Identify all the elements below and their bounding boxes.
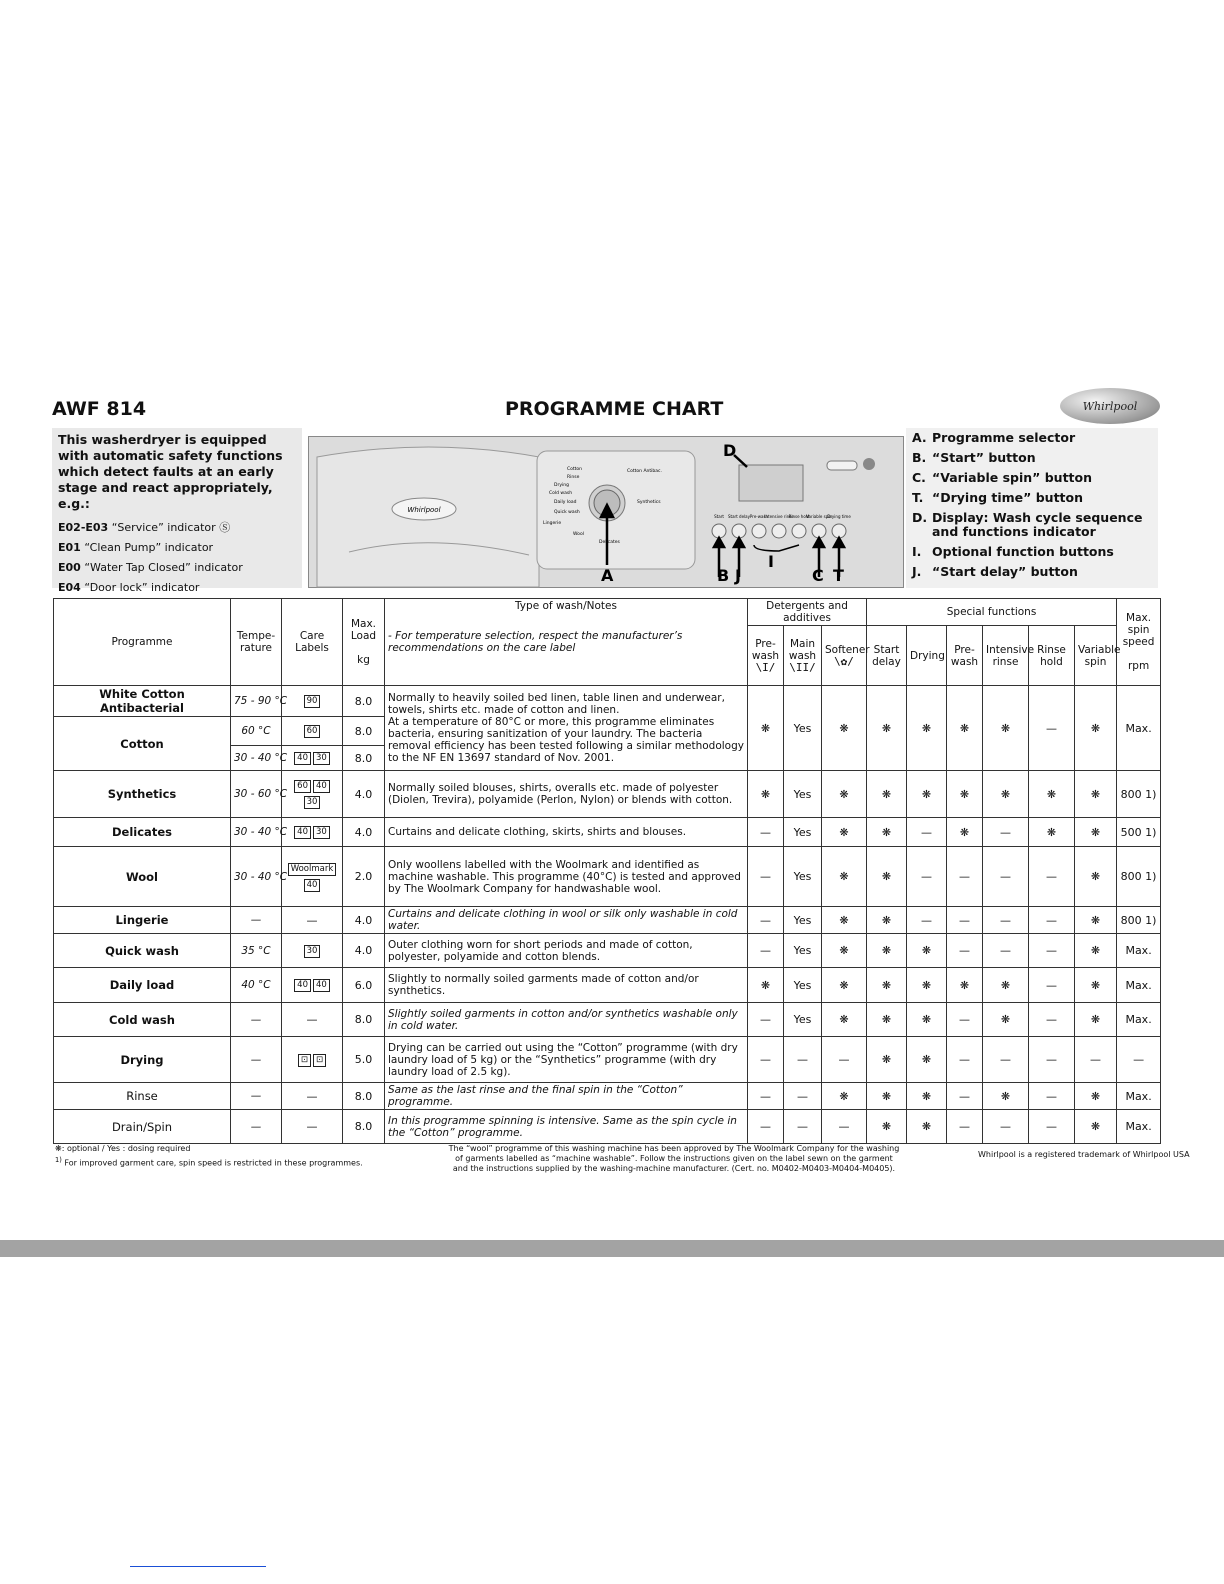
- function-cell: ❋: [867, 907, 907, 934]
- care-label-icon: 60: [304, 725, 321, 738]
- svg-text:Drying time: Drying time: [827, 514, 851, 519]
- legend-item: B. “Start” button: [912, 450, 1036, 465]
- dash: —: [306, 1013, 318, 1026]
- panel-brand: Whirlpool: [407, 506, 441, 514]
- svg-text:Quick wash: Quick wash: [554, 510, 580, 515]
- function-cell: —: [748, 1003, 784, 1037]
- table-row: [54, 847, 1161, 907]
- spin-cell: 800 1): [1117, 771, 1161, 818]
- wash-note: Same as the last rinse and the final spin in the “Cotton” programme.: [385, 1083, 748, 1110]
- care-label-icon: 40: [294, 752, 311, 765]
- function-cell: —: [983, 847, 1029, 907]
- function-cell: —: [947, 934, 983, 968]
- function-cell: ❋: [867, 1110, 907, 1144]
- function-cell: —: [1029, 1037, 1075, 1083]
- function-cell: ❋: [822, 1003, 867, 1037]
- svg-text:Delicates: Delicates: [599, 540, 620, 545]
- spin-cell: Max.: [1117, 1003, 1161, 1037]
- function-cell: Yes: [784, 968, 822, 1003]
- care-label-icon: 30: [313, 826, 330, 839]
- svg-text:Drying: Drying: [554, 483, 569, 488]
- function-cell: ❋: [947, 968, 983, 1003]
- care-labels-cell: [282, 907, 343, 934]
- svg-text:Cotton: Cotton: [567, 467, 583, 472]
- col-drying: Drying: [907, 626, 947, 686]
- footnote-restricted: $^{1)}$ For improved garment care, spin speed is restricted in these programmes.: [55, 1156, 363, 1168]
- function-cell: ❋: [1075, 968, 1117, 1003]
- col-sf-prewash: Pre- wash: [947, 626, 983, 686]
- brand-logo: Whirlpool: [1060, 388, 1160, 424]
- dash: —: [306, 913, 318, 927]
- function-cell: —: [748, 1037, 784, 1083]
- col-detergents: Detergents and additives: [748, 599, 867, 626]
- wash-note: Outer clothing worn for short periods and made of cotton, polyester, polyamide and cotton blends.: [385, 934, 748, 968]
- function-cell: ❋: [1075, 1003, 1117, 1037]
- function-cell: ❋: [867, 818, 907, 847]
- function-cell: ❋: [867, 1003, 907, 1037]
- col-start-delay: Start delay: [867, 626, 907, 686]
- function-cell: —: [1075, 1037, 1117, 1083]
- temperature-cell: 75 - 90 °C: [231, 686, 282, 717]
- table-row: [54, 934, 1161, 968]
- function-cell: —: [947, 1110, 983, 1144]
- function-cell: ❋: [748, 771, 784, 818]
- function-cell: —: [822, 1110, 867, 1144]
- programme-name: Delicates: [54, 818, 231, 847]
- function-cell: —: [907, 907, 947, 934]
- note-text: At a temperature of 80°C or more, this programme eliminates bacteria, ensuring sanitization of your laundry. The bacteria removal efficiency has been tested following a similar methodology to the NF EN 13697 standard of Nov. 2001.: [388, 716, 744, 764]
- function-cell: ❋: [748, 968, 784, 1003]
- wash-note: [385, 686, 748, 771]
- page-divider-bar: [0, 1240, 1224, 1257]
- programme-name: Synthetics: [54, 771, 231, 818]
- function-cell: —: [947, 1083, 983, 1110]
- function-cell: Yes: [784, 686, 822, 771]
- table-row: [54, 1110, 1161, 1144]
- footnote-optional: ❋: optional / Yes : dosing required: [55, 1144, 191, 1153]
- function-cell: ❋: [822, 934, 867, 968]
- callout-i: I: [768, 552, 774, 571]
- load-cell: 4.0: [343, 934, 385, 968]
- function-cell: —: [947, 1037, 983, 1083]
- spin-cell: Max.: [1117, 686, 1161, 771]
- care-label-icon: 30: [304, 796, 321, 809]
- col-mainwash: Main wash \II/: [784, 626, 822, 686]
- programme-name: Wool: [54, 847, 231, 907]
- function-cell: ❋: [867, 968, 907, 1003]
- wash-note: Normally soiled blouses, shirts, overalls etc. made of polyester (Diolen, Trevira), polyamide (Perlon, Nylon) or blends with cotton.: [385, 771, 748, 818]
- function-cell: —: [983, 1110, 1029, 1144]
- svg-text:Cotton Antibac.: Cotton Antibac.: [627, 469, 662, 474]
- temperature-cell: 35 °C: [231, 934, 282, 968]
- wash-note: Drying can be carried out using the “Cotton” programme (with dry laundry load of 5 kg) or the “Synthetics” programme (with dry laundry load of 2.5 kg).: [385, 1037, 748, 1083]
- function-cell: —: [1029, 968, 1075, 1003]
- table-row: [54, 1083, 1161, 1110]
- function-cell: —: [1029, 1003, 1075, 1037]
- spin-cell: Max.: [1117, 968, 1161, 1003]
- care-labels-cell: [282, 847, 343, 907]
- function-cell: ❋: [907, 968, 947, 1003]
- care-labels-cell: [282, 968, 343, 1003]
- function-cell: ❋: [867, 1037, 907, 1083]
- function-cell: —: [983, 818, 1029, 847]
- table-row: [54, 968, 1161, 1003]
- function-cell: ❋: [1075, 686, 1117, 771]
- load-cell: 4.0: [343, 771, 385, 818]
- legend-box: [906, 428, 1158, 588]
- function-cell: Yes: [784, 934, 822, 968]
- function-cell: —: [983, 934, 1029, 968]
- temperature-cell: —: [231, 1083, 282, 1110]
- temperature-cell: —: [231, 1110, 282, 1144]
- function-cell: ❋: [1029, 771, 1075, 818]
- safety-item: E02-E03 “Service” indicator Ⓢ: [58, 521, 231, 534]
- page-title: PROGRAMME CHART: [505, 398, 724, 420]
- function-cell: ❋: [983, 1003, 1029, 1037]
- care-labels-cell: [282, 686, 343, 717]
- function-cell: ❋: [907, 771, 947, 818]
- function-cell: ❋: [907, 1037, 947, 1083]
- function-cell: ❋: [1075, 1083, 1117, 1110]
- col-prewash: Pre- wash \I/: [748, 626, 784, 686]
- function-cell: ❋: [907, 1003, 947, 1037]
- function-cell: ❋: [748, 686, 784, 771]
- care-label-icon: Woolmark: [288, 863, 337, 876]
- function-cell: ❋: [983, 1083, 1029, 1110]
- svg-text:Rinse: Rinse: [567, 475, 580, 480]
- function-cell: —: [907, 847, 947, 907]
- care-labels-cell: [282, 1083, 343, 1110]
- care-label-icon: 60: [294, 780, 311, 793]
- spin-cell: 800 1): [1117, 907, 1161, 934]
- function-cell: ❋: [822, 686, 867, 771]
- spin-cell: Max.: [1117, 934, 1161, 968]
- function-cell: ❋: [907, 1083, 947, 1110]
- function-cell: —: [1029, 934, 1075, 968]
- function-cell: ❋: [822, 968, 867, 1003]
- svg-text:Synthetics: Synthetics: [637, 500, 661, 505]
- col-variable-spin: Variable spin: [1075, 626, 1117, 686]
- function-cell: —: [1029, 1110, 1075, 1144]
- care-labels-cell: [282, 771, 343, 818]
- programme-table: [53, 598, 1161, 1144]
- note-text: Normally to heavily soiled bed linen, table linen and underwear, towels, shirts etc. made of cotton and linen.: [388, 692, 725, 716]
- svg-text:Daily load: Daily load: [554, 500, 577, 505]
- care-label-icon: 40: [313, 979, 330, 992]
- programme-name: Drain/Spin: [54, 1110, 231, 1144]
- programme-name: Cotton: [54, 717, 231, 771]
- function-cell: ❋: [907, 1110, 947, 1144]
- load-cell: 8.0: [343, 1083, 385, 1110]
- function-cell: —: [947, 1003, 983, 1037]
- care-label-icon: 40: [304, 879, 321, 892]
- temperature-cell: 60 °C: [231, 717, 282, 746]
- function-cell: ❋: [1075, 771, 1117, 818]
- care-label-icon: 40: [294, 979, 311, 992]
- col-rinse-hold: Rinse hold: [1029, 626, 1075, 686]
- footnote-wool: The “wool” programme of this washing machine has been approved by The Woolmark Company for the washing of garments labelled as “machine washable”. Follow the instructions given on the label sewn on the garment and the instructions supplied by the washing-machine manufacturer. (Cert. no. M0402-M0403-M0404-M0405).: [448, 1144, 900, 1173]
- svg-text:Variable spin: Variable spin: [806, 514, 832, 519]
- load-cell: 8.0: [343, 1110, 385, 1144]
- safety-item: E01 “Clean Pump” indicator: [58, 541, 214, 554]
- col-max-spin: Max. spin speed rpm: [1117, 599, 1161, 686]
- safety-heading: This washerdryer is equipped with automatic safety functions which detect faults at an early stage and react appropriately, e.g.:: [58, 432, 283, 511]
- legend-item: J. “Start delay” button: [912, 564, 1078, 579]
- function-cell: —: [1029, 847, 1075, 907]
- care-labels-cell: [282, 717, 343, 746]
- callout-t: T: [833, 566, 844, 585]
- care-label-icon: 30: [313, 752, 330, 765]
- function-cell: —: [748, 1083, 784, 1110]
- care-label-icon: ⊡: [298, 1054, 311, 1067]
- programme-name: Daily load: [54, 968, 231, 1003]
- load-cell: 8.0: [343, 1003, 385, 1037]
- programme-name: Rinse: [54, 1083, 231, 1110]
- function-cell: —: [1029, 686, 1075, 771]
- care-label-icon: 90: [304, 695, 321, 708]
- col-programme: Programme: [54, 599, 231, 686]
- function-cell: Yes: [784, 847, 822, 907]
- function-cell: —: [822, 1037, 867, 1083]
- function-cell: ❋: [1075, 847, 1117, 907]
- table-row: [54, 1037, 1161, 1083]
- function-cell: ❋: [947, 771, 983, 818]
- function-cell: ❋: [867, 771, 907, 818]
- function-cell: ❋: [867, 934, 907, 968]
- callout-c: C: [812, 566, 824, 585]
- legend-item: I. Optional function buttons: [912, 544, 1114, 559]
- svg-text:Pre-wash: Pre-wash: [749, 514, 769, 519]
- programme-name: Drying: [54, 1037, 231, 1083]
- model-number: AWF 814: [52, 398, 147, 420]
- svg-text:Cold wash: Cold wash: [549, 491, 573, 496]
- care-labels-cell: [282, 1003, 343, 1037]
- dash: —: [306, 1120, 318, 1133]
- programme-name: Cold wash: [54, 1003, 231, 1037]
- temperature-cell: 40 °C: [231, 968, 282, 1003]
- care-labels-cell: [282, 1037, 343, 1083]
- function-cell: Yes: [784, 907, 822, 934]
- care-labels-cell: [282, 934, 343, 968]
- care-label-icon: 30: [304, 945, 321, 958]
- safety-box: [52, 428, 302, 594]
- callout-d: D: [723, 441, 737, 460]
- function-cell: —: [1029, 907, 1075, 934]
- table-row: [54, 1003, 1161, 1037]
- function-cell: ❋: [822, 847, 867, 907]
- spin-cell: 500 1): [1117, 818, 1161, 847]
- dash: —: [306, 1089, 318, 1103]
- function-cell: ❋: [822, 771, 867, 818]
- col-temperature: Tempe- rature: [231, 599, 282, 686]
- function-cell: —: [983, 907, 1029, 934]
- care-label-icon: 40: [294, 826, 311, 839]
- function-cell: —: [947, 907, 983, 934]
- programme-name: Lingerie: [54, 907, 231, 934]
- function-cell: ❋: [907, 686, 947, 771]
- function-cell: —: [784, 1037, 822, 1083]
- service-icon: Ⓢ: [219, 521, 231, 534]
- table-row: [54, 771, 1161, 818]
- link-underline: [130, 1566, 266, 1567]
- temperature-cell: —: [231, 907, 282, 934]
- svg-text:Start delay: Start delay: [728, 514, 750, 519]
- function-cell: ❋: [907, 934, 947, 968]
- spin-cell: Max.: [1117, 1083, 1161, 1110]
- function-cell: ❋: [983, 771, 1029, 818]
- function-cell: —: [983, 1037, 1029, 1083]
- safety-item: E04 “Door lock” indicator: [58, 581, 200, 594]
- col-max-load: Max. Load kg: [343, 599, 385, 686]
- load-cell: 2.0: [343, 847, 385, 907]
- function-cell: ❋: [947, 818, 983, 847]
- temperature-cell: 30 - 40 °C: [231, 818, 282, 847]
- spin-cell: —: [1117, 1037, 1161, 1083]
- wash-note: Curtains and delicate clothing, skirts, shirts and blouses.: [385, 818, 748, 847]
- function-cell: —: [748, 818, 784, 847]
- function-cell: ❋: [867, 686, 907, 771]
- care-labels-cell: [282, 818, 343, 847]
- legend-item: C. “Variable spin” button: [912, 470, 1093, 485]
- function-cell: —: [784, 1110, 822, 1144]
- legend-item: A. Programme selector: [912, 430, 1076, 445]
- function-cell: —: [748, 934, 784, 968]
- function-cell: —: [947, 847, 983, 907]
- function-cell: ❋: [822, 907, 867, 934]
- function-cell: —: [907, 818, 947, 847]
- function-cell: —: [1029, 1083, 1075, 1110]
- function-cell: —: [748, 1110, 784, 1144]
- load-cell: 4.0: [343, 907, 385, 934]
- load-cell: 6.0: [343, 968, 385, 1003]
- temperature-cell: 30 - 60 °C: [231, 771, 282, 818]
- programme-rows: [54, 686, 1161, 1144]
- function-cell: —: [784, 1083, 822, 1110]
- care-label-icon: 40: [313, 780, 330, 793]
- control-panel-drawing: [309, 437, 903, 587]
- function-cell: ❋: [1075, 1110, 1117, 1144]
- svg-text:Intensive rinse: Intensive rinse: [764, 514, 794, 519]
- table-row: [54, 818, 1161, 847]
- function-cell: ❋: [983, 968, 1029, 1003]
- function-cell: ❋: [1029, 818, 1075, 847]
- control-panel-illustration: [308, 436, 904, 588]
- function-cell: ❋: [822, 818, 867, 847]
- table-row: [54, 686, 1161, 717]
- col-type-of-wash: Type of wash/Notes - For temperature selection, respect the manufacturer’s recommendations on the care label: [385, 599, 748, 686]
- svg-text:Lingerie: Lingerie: [543, 521, 562, 526]
- wash-note: Only woollens labelled with the Woolmark and identified as machine washable. This programme (40°C) is tested and approved by The Woolmark Company for handwashable wool.: [385, 847, 748, 907]
- function-cell: ❋: [1075, 818, 1117, 847]
- svg-text:Start: Start: [714, 514, 724, 519]
- care-labels-cell: [282, 746, 343, 771]
- wash-note: Curtains and delicate clothing in wool or silk only washable in cold water.: [385, 907, 748, 934]
- callout-j: J: [735, 566, 741, 585]
- function-cell: ❋: [867, 847, 907, 907]
- table-row: [54, 907, 1161, 934]
- care-labels-cell: [282, 1110, 343, 1144]
- programme-name: White Cotton Antibacterial: [54, 686, 231, 717]
- col-special-functions: Special functions: [867, 599, 1117, 626]
- load-cell: 8.0: [343, 746, 385, 771]
- load-cell: 4.0: [343, 818, 385, 847]
- function-cell: ❋: [947, 686, 983, 771]
- load-cell: 8.0: [343, 717, 385, 746]
- legend-item: T. “Drying time” button: [912, 490, 1084, 505]
- function-cell: Yes: [784, 818, 822, 847]
- svg-text:Rinse hold: Rinse hold: [788, 514, 810, 519]
- temperature-cell: —: [231, 1003, 282, 1037]
- svg-text:Wool: Wool: [573, 532, 584, 537]
- col-intensive-rinse: Intensive rinse: [983, 626, 1029, 686]
- function-cell: ❋: [1075, 934, 1117, 968]
- function-cell: —: [748, 847, 784, 907]
- wash-note: Slightly to normally soiled garments made of cotton and/or synthetics.: [385, 968, 748, 1003]
- load-cell: 8.0: [343, 686, 385, 717]
- footnote-trademark: Whirlpool is a registered trademark of Whirlpool USA: [978, 1150, 1190, 1159]
- wash-note: Slightly soiled garments in cotton and/or synthetics washable only in cold water.: [385, 1003, 748, 1037]
- spin-cell: Max.: [1117, 1110, 1161, 1144]
- col-softener: Softener \✿/: [822, 626, 867, 686]
- function-cell: Yes: [784, 771, 822, 818]
- function-cell: Yes: [784, 1003, 822, 1037]
- function-cell: ❋: [983, 686, 1029, 771]
- wash-note: In this programme spinning is intensive. Same as the spin cycle in the “Cotton” programme.: [385, 1110, 748, 1144]
- legend-item: D. Display: Wash cycle sequence and functions indicator: [912, 510, 1143, 539]
- function-cell: —: [748, 907, 784, 934]
- load-cell: 5.0: [343, 1037, 385, 1083]
- function-cell: ❋: [822, 1083, 867, 1110]
- callout-b: B: [717, 566, 730, 585]
- temperature-cell: 30 - 40 °C: [231, 746, 282, 771]
- care-label-icon: ⊡: [313, 1054, 326, 1067]
- function-cell: ❋: [867, 1083, 907, 1110]
- programme-name: Quick wash: [54, 934, 231, 968]
- temperature-cell: —: [231, 1037, 282, 1083]
- callout-a: A: [601, 566, 614, 585]
- spin-cell: 800 1): [1117, 847, 1161, 907]
- col-care-labels: Care Labels: [282, 599, 343, 686]
- temperature-cell: 30 - 40 °C: [231, 847, 282, 907]
- function-cell: ❋: [1075, 907, 1117, 934]
- safety-item: E00 “Water Tap Closed” indicator: [58, 561, 243, 574]
